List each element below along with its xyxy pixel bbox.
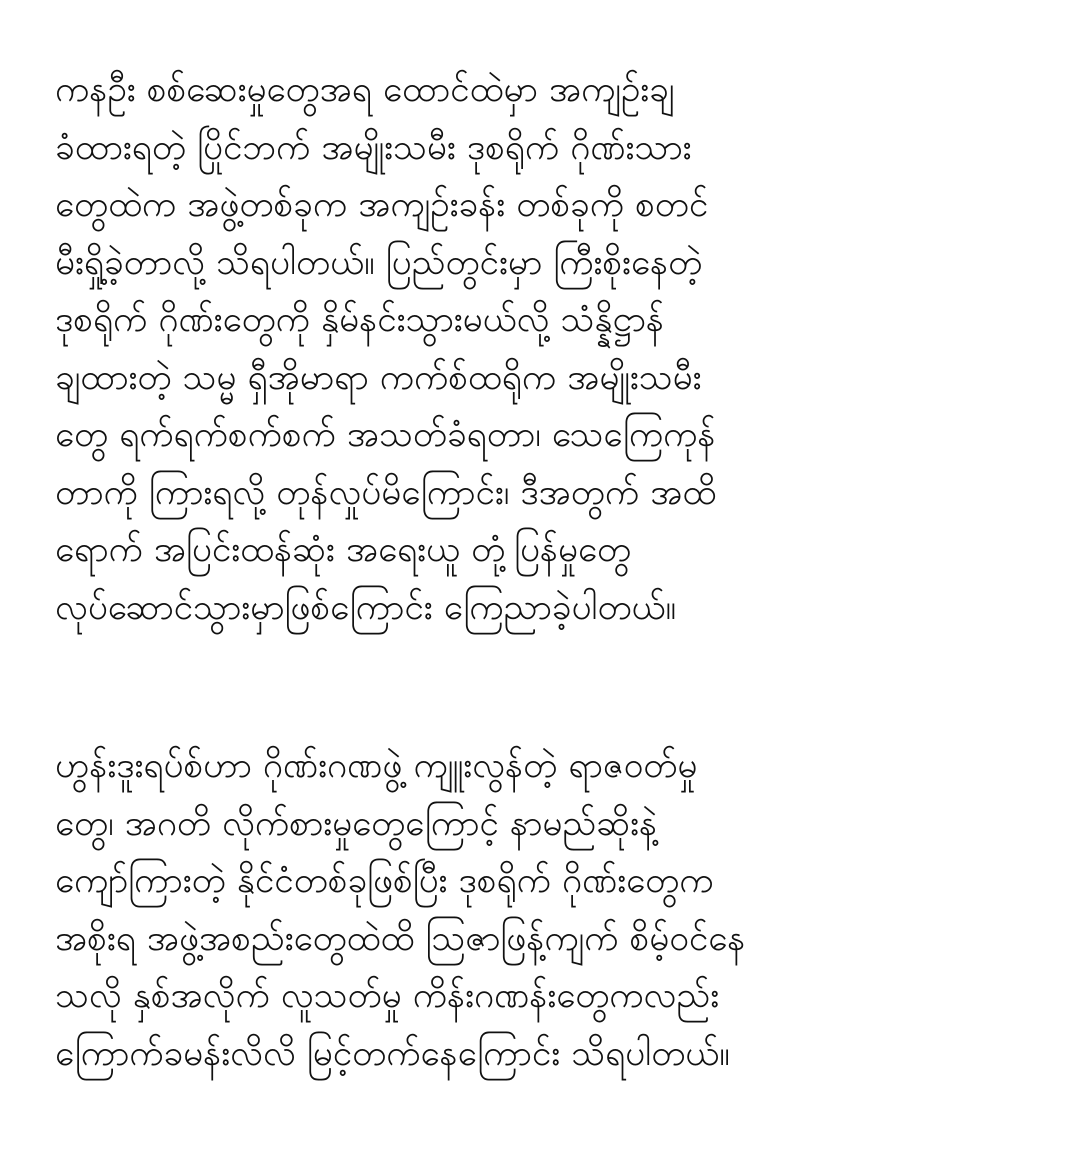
text-line: ဟွန်းဒူးရပ်စ်ဟာ ဂိုဏ်းဂဏဖွဲ့ ကျူးလွန်တဲ့ ရာဇဝတ်မှု [55,746,698,786]
text-line: တွေ၊ အဂတိ လိုက်စားမှုတွေကြောင့် နာမည်ဆိုးနဲ့ [55,803,658,844]
text-line: တွေ ရက်ရက်စက်စက် အသတ်ခံရတာ၊ သေကြေကုန် [55,415,716,455]
text-line: ကျော်ကြားတဲ့ နိုင်ငံတစ်ခုဖြစ်ပြီး ဒုစရိုက် ဂိုဏ်းတွေက [55,861,714,901]
text-line: ရောက် အပြင်းထန်ဆုံး အရေးယူ တုံ့ပြန်မှုတွေ [55,530,632,570]
text-line: မီးရှို့ခဲ့တာလို့ သိရပါတယ်။ ပြည်တွင်းမှာ ကြီးစိုးနေတဲ့ [55,242,703,283]
text-line: ချထားတဲ့ သမ္မ ရှီအိုမာရာ ကက်စ်ထရိုက အမျိုးသမီး [55,357,702,398]
paragraph-1 [55,62,1035,637]
text-line: ကြောက်ခမန်းလိလိ မြင့်တက်နေကြောင်း သိရပါတယ်။ [55,1033,730,1074]
text-line: တွေထဲက အဖွဲ့တစ်ခုက အကျဉ်းခန်း တစ်ခုကို စတင် [55,185,709,225]
text-line: အစိုးရ အဖွဲ့အစည်းတွေထဲထိ သြဇာဖြန့်ကျက် စိမ့်ဝင်နေ [55,918,746,959]
paragraph-2 [55,738,1035,1083]
text-line: ကနဦး စစ်ဆေးမှုတွေအရ ထောင်ထဲမှာ အကျဉ်းချ [55,70,675,110]
text-line: ခံထားရတဲ့ ပြိုင်ဘက် အမျိုးသမီး ဒုစရိုက် ဂိုဏ်းသား [55,127,692,168]
text-line: လုပ်ဆောင်သွားမှာဖြစ်ကြောင်း ကြေညာခဲ့ပါတယ်။ [55,587,677,628]
text-line: သလို နှစ်အလိုက် လူသတ်မှု ကိန်းဂဏန်းတွေကလည်း [55,976,720,1016]
text-line: ဒုစရိုက် ဂိုဏ်းတွေကို နှိမ်နင်းသွားမယ်လို့ သံန္နိဋ္ဌာန် [55,300,664,340]
text-line: တာကို ကြားရလို့ တုန်လှုပ်မိကြောင်း၊ ဒီအတွက် အထိ [55,472,717,513]
